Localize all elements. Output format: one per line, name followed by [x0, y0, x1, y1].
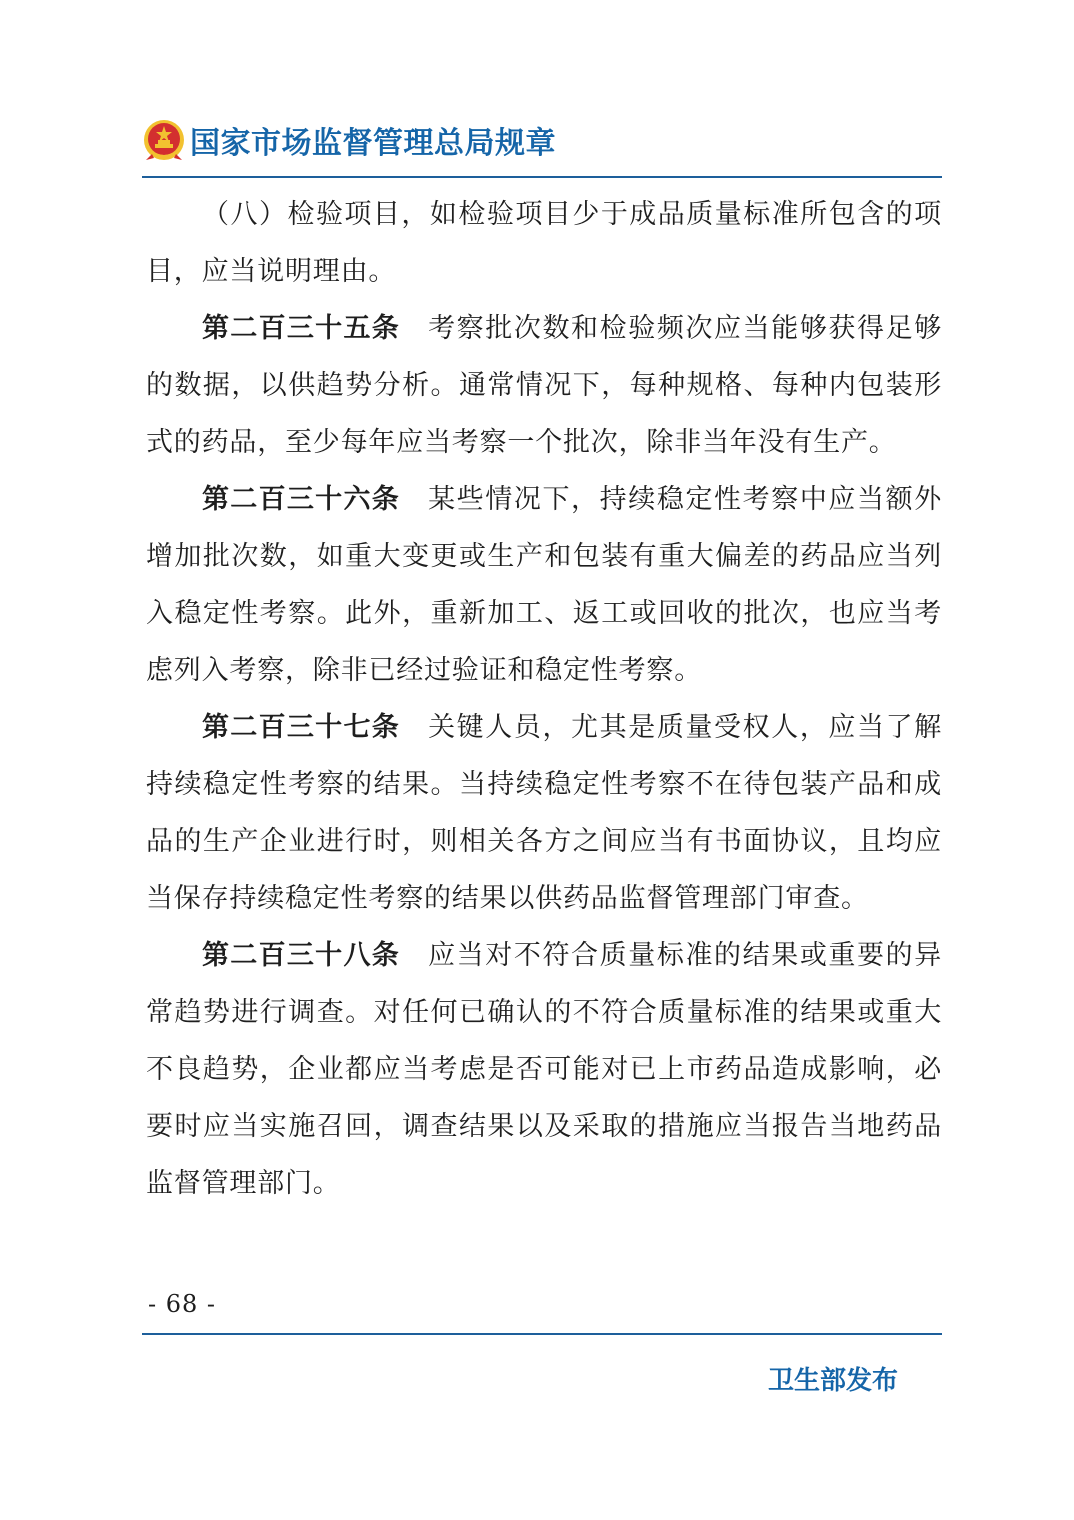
national-emblem-icon: [142, 118, 186, 162]
footer-divider: [142, 1333, 942, 1335]
article-235: [146, 300, 942, 471]
paragraph-text: 应当对不符合质量标准的结果或重要的异常趋势进行调查。对任何已确认的不符合质量标准的结果或重大不良趋势，企业都应当考虑是否可能对已上市药品造成影响，必要时应当实施召回，调查结果以及采取的措施应当报告当地药品监督管理部门。: [146, 940, 943, 1199]
paragraph-text: 关键人员，尤其是质量受权人，应当了解持续稳定性考察的结果。当持续稳定性考察不在待包装产品和成品的生产企业进行时，则相关各方之间应当有书面协议，且均应当保存持续稳定性考察的结果以供药品监督管理部门审查。: [146, 712, 943, 914]
article-236: [146, 471, 942, 699]
article-238: [146, 927, 942, 1212]
article-number: 第二百三十七条: [202, 712, 401, 743]
article-237: [146, 699, 942, 927]
header-divider: [142, 176, 942, 178]
clause-item-8: [146, 186, 942, 300]
publisher-label: 卫生部发布: [767, 1366, 898, 1396]
paragraph-text: 考察批次数和检验频次应当能够获得足够的数据，以供趋势分析。通常情况下，每种规格、每种内包装形式的药品，至少每年应当考察一个批次，除非当年没有生产。: [146, 313, 943, 458]
paragraph-text: （八）检验项目，如检验项目少于成品质量标准所包含的项目，应当说明理由。: [146, 199, 942, 287]
paragraph-text: 某些情况下，持续稳定性考察中应当额外增加批次数，如重大变更或生产和包装有重大偏差的药品应当列入稳定性考察。此外，重新加工、返工或回收的批次，也应当考虑列入考察，除非已经过验证和稳定性考察。: [146, 484, 943, 686]
document-header: [142, 112, 942, 168]
document-series-title: 国家市场监督管理总局规章: [190, 126, 556, 161]
article-number: 第二百三十五条: [202, 313, 401, 344]
article-number: 第二百三十六条: [202, 484, 401, 515]
document-body: [146, 186, 942, 1212]
article-number: 第二百三十八条: [202, 940, 401, 971]
page-number: - 68 -: [148, 1290, 217, 1318]
